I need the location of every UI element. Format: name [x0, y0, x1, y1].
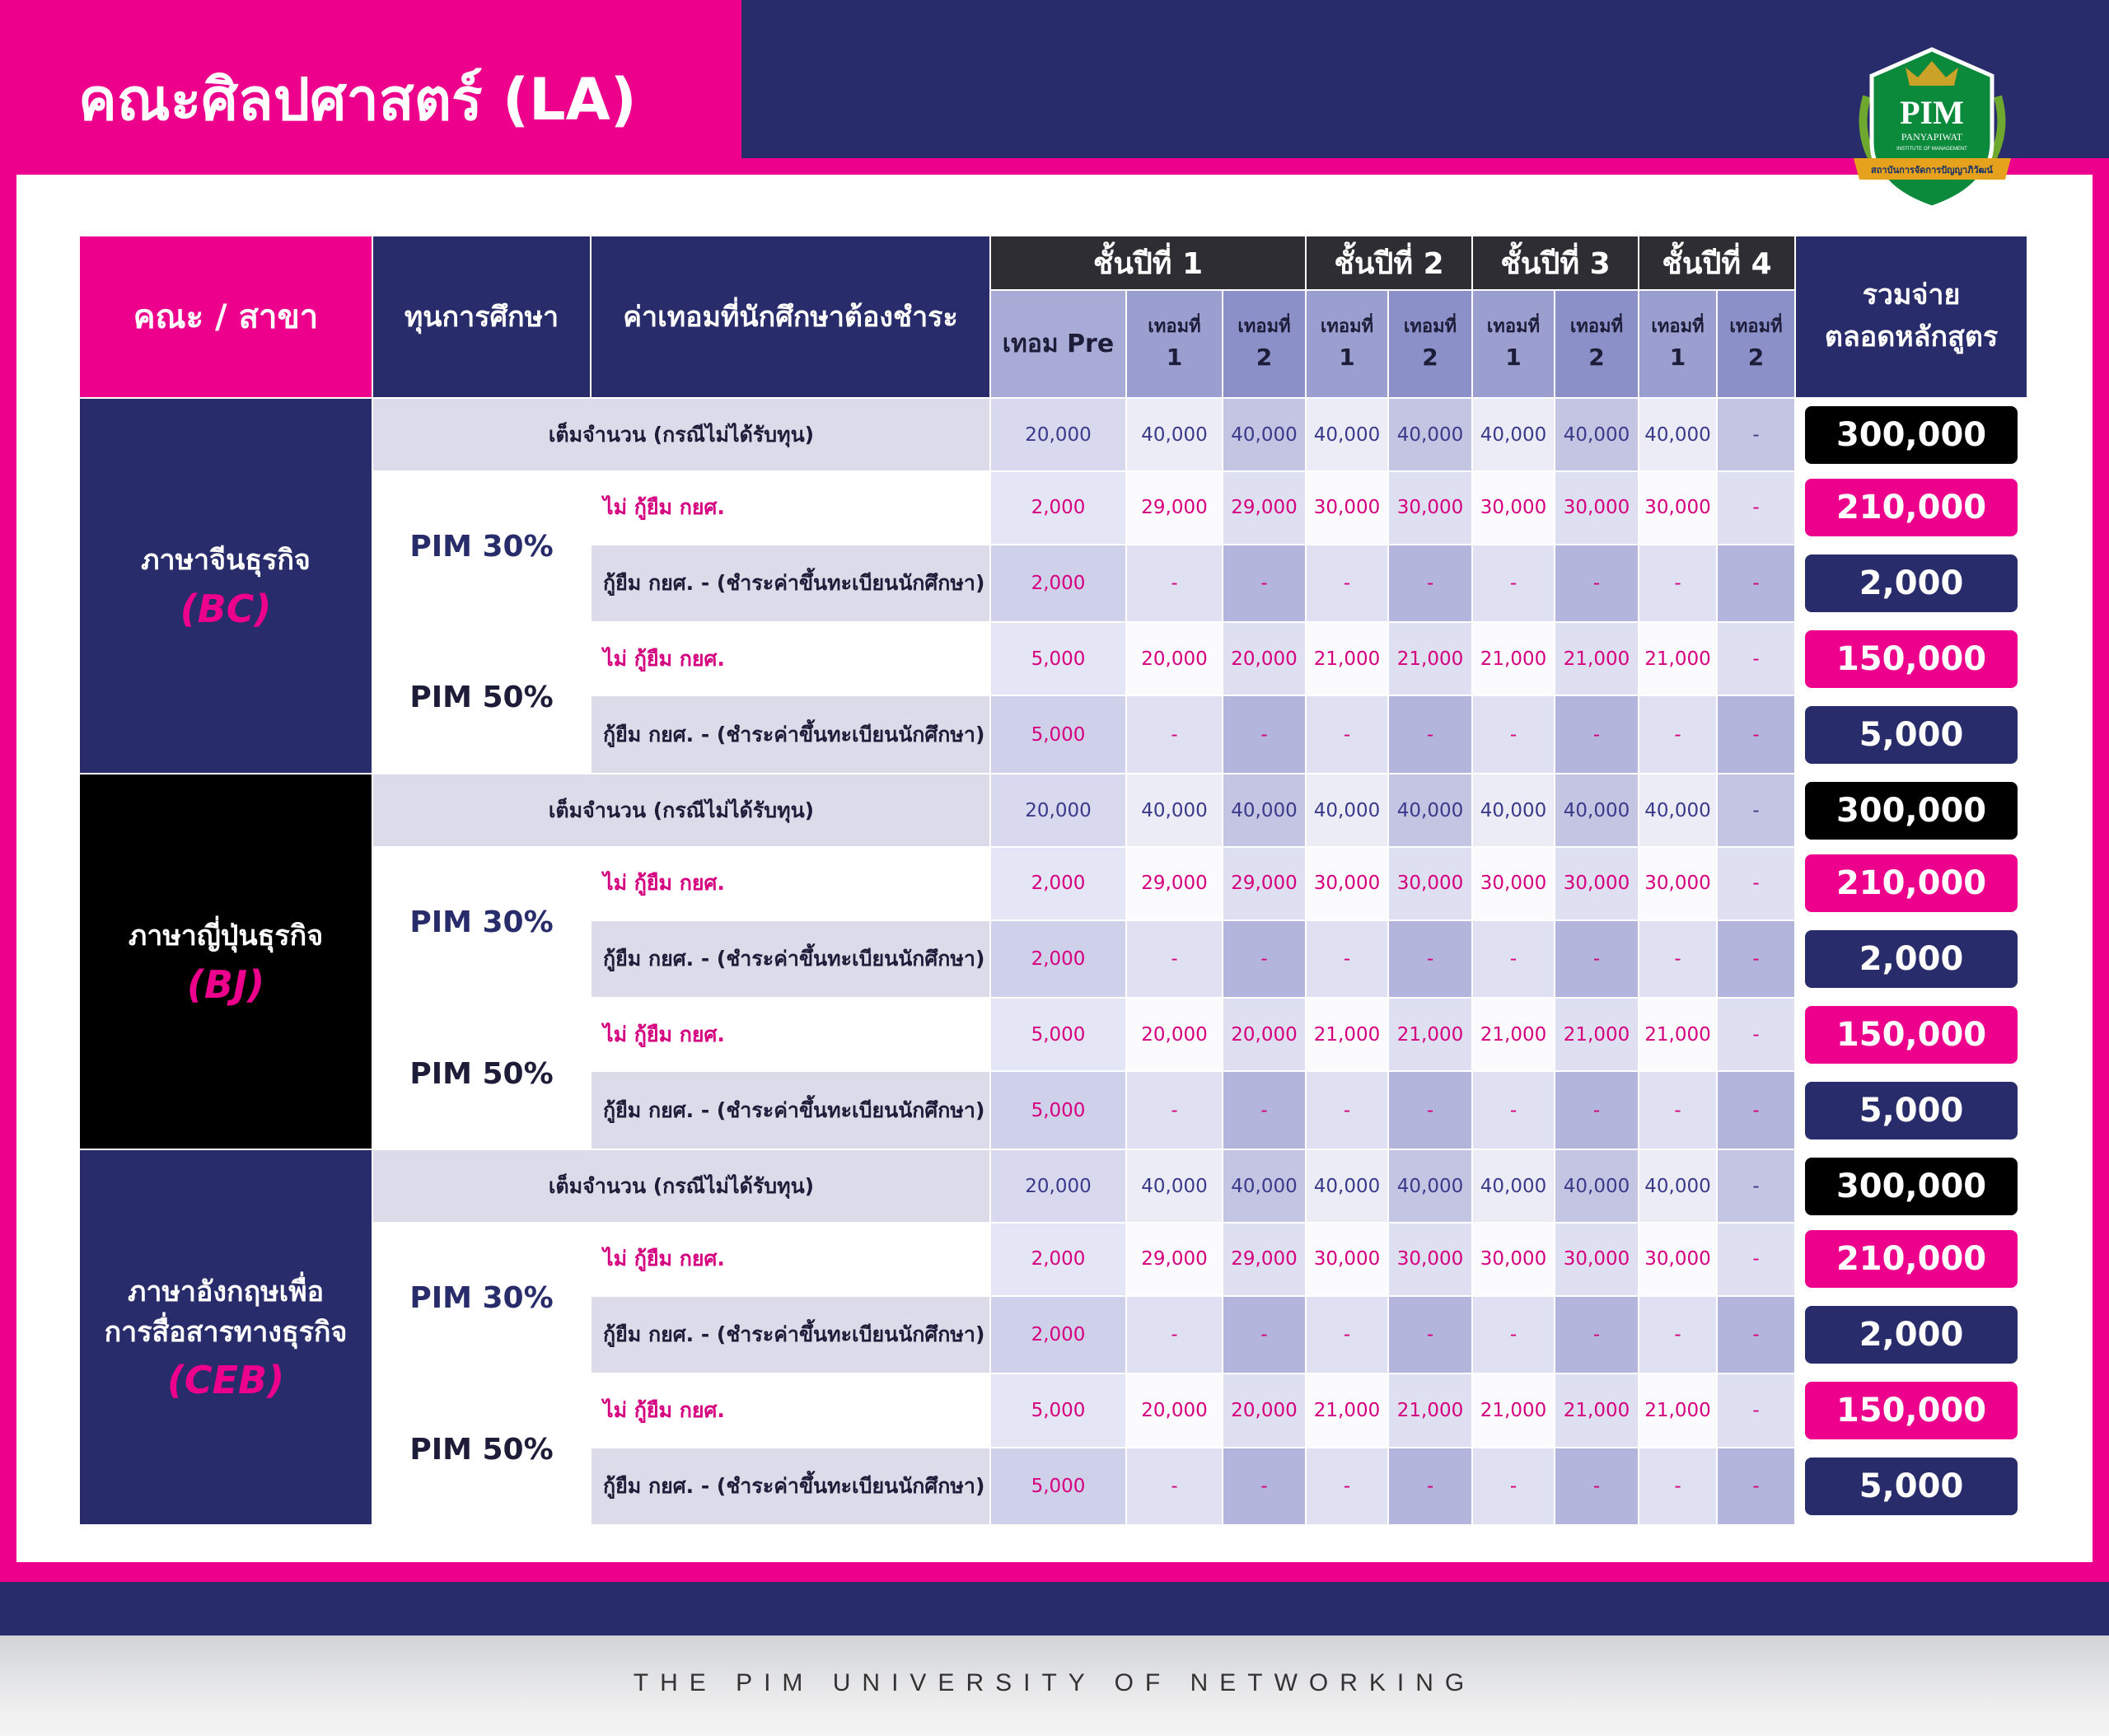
- header-total: [1795, 236, 2027, 398]
- header-sem: [1555, 290, 1639, 398]
- fee-value-cell: -: [1388, 1296, 1472, 1373]
- fee-value-cell: 2,000: [990, 471, 1126, 544]
- fee-value-cell: -: [1306, 695, 1388, 773]
- fee-value-cell: 30,000: [1472, 1223, 1555, 1295]
- fee-value-cell: 30,000: [1388, 847, 1472, 919]
- scholarship-pim50: PIM 50%: [372, 998, 591, 1149]
- fee-value-cell: 30,000: [1555, 847, 1639, 919]
- fee-value-cell: -: [1388, 1448, 1472, 1526]
- fee-value-cell: 30,000: [1639, 847, 1717, 919]
- header-year-1: ชั้นปีที่ 1: [990, 236, 1306, 290]
- total-cell: [1795, 920, 2027, 998]
- loan-label: กู้ยืม กยศ. - (ชำระค่าขึ้นทะเบียนนักศึกษา): [591, 545, 990, 622]
- fee-value-cell: 21,000: [1639, 622, 1717, 695]
- no-loan-label: ไม่ กู้ยืม กยศ.: [591, 1223, 990, 1295]
- fee-value-cell: -: [1223, 920, 1306, 998]
- header-sem-label: เทอมที่: [1320, 316, 1374, 338]
- fee-value-cell: -: [1388, 1071, 1472, 1149]
- fee-value-cell: -: [1555, 1296, 1639, 1373]
- fee-value-cell: 21,000: [1472, 622, 1555, 695]
- fee-value-cell: 40,000: [1306, 398, 1388, 471]
- faculty-name: ภาษาญี่ปุ่นธุรกิจ: [128, 919, 324, 953]
- fee-value-cell: 21,000: [1388, 998, 1472, 1071]
- header-sem-num: 1: [1339, 344, 1355, 372]
- no-loan-label: ไม่ กู้ยืม กยศ.: [591, 998, 990, 1071]
- fee-value-cell: 5,000: [990, 622, 1126, 695]
- fee-value-cell: 20,000: [1126, 998, 1223, 1071]
- fee-value-cell: -: [1717, 622, 1795, 695]
- fee-value-cell: -: [1472, 545, 1555, 622]
- header-sem-num: 1: [1669, 344, 1686, 372]
- header-sem: [1223, 290, 1306, 398]
- faculty-name: ภาษาอังกฤษเพื่อ: [127, 1275, 325, 1308]
- header-total-line2: ตลอดหลักสูตร: [1824, 321, 1999, 354]
- title-block: [0, 0, 741, 165]
- scholarship-pim50: PIM 50%: [372, 622, 591, 774]
- loan-label: กู้ยืม กยศ. - (ชำระค่าขึ้นทะเบียนนักศึกษา): [591, 920, 990, 998]
- fee-value-cell: 2,000: [990, 847, 1126, 919]
- fee-value-cell: -: [1223, 545, 1306, 622]
- fee-value-cell: 21,000: [1472, 998, 1555, 1071]
- loan-label: กู้ยืม กยศ. - (ชำระค่าขึ้นทะเบียนนักศึกษา): [591, 1296, 990, 1373]
- header-sem-num: 2: [1422, 344, 1438, 372]
- tuition-fee-table: [78, 235, 2028, 1526]
- fee-value-cell: -: [1126, 1071, 1223, 1149]
- fee-value-cell: 2,000: [990, 920, 1126, 998]
- fee-value-cell: 30,000: [1388, 471, 1472, 544]
- fee-value-cell: -: [1126, 920, 1223, 998]
- fee-value-cell: -: [1639, 1071, 1717, 1149]
- fee-value-cell: 30,000: [1472, 471, 1555, 544]
- fee-value-cell: 40,000: [1306, 774, 1388, 847]
- fee-value-cell: 5,000: [990, 998, 1126, 1071]
- fee-value-cell: -: [1388, 920, 1472, 998]
- fee-value-cell: 21,000: [1306, 998, 1388, 1071]
- header-sem-num: 2: [1588, 344, 1605, 372]
- fee-value-cell: -: [1223, 1071, 1306, 1149]
- fee-value-cell: -: [1639, 695, 1717, 773]
- faculty-cell: [79, 774, 372, 1149]
- scholarship-pim30: PIM 30%: [372, 471, 591, 622]
- fee-value-cell: -: [1126, 1448, 1223, 1526]
- full-fee-label: เต็มจำนวน (กรณีไม่ได้รับทุน): [372, 1149, 990, 1223]
- fee-value-cell: -: [1472, 1448, 1555, 1526]
- bottom-band: [0, 1582, 2109, 1635]
- fee-value-cell: -: [1717, 774, 1795, 847]
- header-fee: ค่าเทอมที่นักศึกษาต้องชำระ: [591, 236, 990, 398]
- total-cell: [1795, 1223, 2027, 1295]
- fee-value-cell: 30,000: [1306, 847, 1388, 919]
- fee-value-cell: 40,000: [1223, 398, 1306, 471]
- total-badge: 210,000: [1805, 479, 2018, 536]
- fee-value-cell: -: [1717, 920, 1795, 998]
- header-year-3: ชั้นปีที่ 3: [1472, 236, 1639, 290]
- fee-value-cell: 40,000: [1388, 774, 1472, 847]
- fee-value-cell: 5,000: [990, 1373, 1126, 1447]
- fee-value-cell: 21,000: [1306, 1373, 1388, 1447]
- fee-value-cell: -: [1639, 545, 1717, 622]
- total-cell: [1795, 1149, 2027, 1223]
- total-cell: [1795, 695, 2027, 773]
- fee-value-cell: 40,000: [1639, 774, 1717, 847]
- fee-value-cell: -: [1717, 998, 1795, 1071]
- no-loan-label: ไม่ กู้ยืม กยศ.: [591, 1373, 990, 1447]
- header-sem-num: 2: [1256, 344, 1273, 372]
- fee-value-cell: 21,000: [1555, 622, 1639, 695]
- footer-tagline: THE PIM UNIVERSITY OF NETWORKING: [633, 1669, 1476, 1696]
- fee-value-cell: 29,000: [1126, 471, 1223, 544]
- fee-value-cell: 21,000: [1639, 998, 1717, 1071]
- fee-value-cell: 30,000: [1555, 471, 1639, 544]
- fee-value-cell: 21,000: [1555, 998, 1639, 1071]
- total-badge: 2,000: [1805, 930, 2018, 988]
- table-row: [79, 774, 2027, 847]
- header-sem-num: 1: [1166, 344, 1183, 372]
- header-sem-num: 2: [1747, 344, 1765, 372]
- fee-value-cell: 21,000: [1639, 1373, 1717, 1447]
- fee-value-cell: 40,000: [1223, 1149, 1306, 1223]
- fee-value-cell: -: [1555, 545, 1639, 622]
- total-badge: 210,000: [1805, 1230, 2018, 1288]
- fee-value-cell: -: [1639, 1296, 1717, 1373]
- fee-value-cell: 40,000: [1555, 774, 1639, 847]
- fee-value-cell: -: [1555, 920, 1639, 998]
- total-cell: [1795, 1296, 2027, 1373]
- scholarship-pim30: PIM 30%: [372, 1223, 591, 1373]
- header-sem: [1639, 290, 1717, 398]
- table-row: [79, 398, 2027, 471]
- logo-sub: PANYAPIWAT: [1901, 131, 1963, 143]
- fee-value-cell: 40,000: [1126, 398, 1223, 471]
- fee-value-cell: -: [1639, 920, 1717, 998]
- total-cell: [1795, 847, 2027, 919]
- header-year-4: ชั้นปีที่ 4: [1639, 236, 1795, 290]
- fee-value-cell: 29,000: [1223, 1223, 1306, 1295]
- fee-value-cell: -: [1555, 1071, 1639, 1149]
- total-badge: 300,000: [1805, 782, 2018, 840]
- fee-value-cell: 29,000: [1126, 1223, 1223, 1295]
- header-sem-label: เทอมที่: [1651, 316, 1705, 338]
- total-badge: 300,000: [1805, 1158, 2018, 1215]
- loan-label: กู้ยืม กยศ. - (ชำระค่าขึ้นทะเบียนนักศึกษา): [591, 695, 990, 773]
- total-cell: [1795, 1071, 2027, 1149]
- fee-value-cell: 20,000: [1126, 622, 1223, 695]
- fee-value-cell: 21,000: [1555, 1373, 1639, 1447]
- fee-value-cell: 40,000: [1639, 1149, 1717, 1223]
- loan-label: กู้ยืม กยศ. - (ชำระค่าขึ้นทะเบียนนักศึกษา): [591, 1448, 990, 1526]
- fee-value-cell: -: [1306, 545, 1388, 622]
- header-sem-label: เทอมที่: [1237, 316, 1291, 338]
- fee-value-cell: 20,000: [990, 1149, 1126, 1223]
- header-sem-label: เทอมที่: [1403, 316, 1457, 338]
- fee-value-cell: 20,000: [1223, 1373, 1306, 1447]
- pim-logo: [1844, 43, 2021, 212]
- fee-value-cell: -: [1223, 695, 1306, 773]
- fee-value-cell: 30,000: [1639, 471, 1717, 544]
- fee-value-cell: 20,000: [1223, 622, 1306, 695]
- fee-value-cell: -: [1717, 1373, 1795, 1447]
- no-loan-label: ไม่ กู้ยืม กยศ.: [591, 471, 990, 544]
- fee-value-cell: -: [1472, 920, 1555, 998]
- fee-value-cell: 21,000: [1306, 622, 1388, 695]
- header-faculty: คณะ / สาขา: [79, 236, 372, 398]
- fee-value-cell: 40,000: [1555, 1149, 1639, 1223]
- fee-value-cell: -: [1555, 1448, 1639, 1526]
- full-fee-label: เต็มจำนวน (กรณีไม่ได้รับทุน): [372, 774, 990, 847]
- header-sem-label: เทอมที่: [1148, 316, 1201, 338]
- fee-value-cell: -: [1639, 1448, 1717, 1526]
- faculty-code: (BJ): [186, 962, 265, 1007]
- header-sem: [1472, 290, 1555, 398]
- header-scholarship: ทุนการศึกษา: [372, 236, 591, 398]
- fee-value-cell: 40,000: [1388, 1149, 1472, 1223]
- table-row: [79, 1149, 2027, 1223]
- fee-value-cell: -: [1306, 1071, 1388, 1149]
- total-cell: [1795, 1448, 2027, 1526]
- fee-value-cell: -: [1223, 1296, 1306, 1373]
- fee-value-cell: -: [1223, 1448, 1306, 1526]
- fee-value-cell: 40,000: [1126, 1149, 1223, 1223]
- logo-tag: INSTITUTE OF MANAGEMENT: [1896, 147, 1967, 152]
- fee-value-cell: 40,000: [1472, 774, 1555, 847]
- fee-value-cell: 20,000: [990, 774, 1126, 847]
- total-badge: 300,000: [1805, 406, 2018, 464]
- total-cell: [1795, 622, 2027, 695]
- fee-value-cell: -: [1472, 695, 1555, 773]
- loan-label: กู้ยืม กยศ. - (ชำระค่าขึ้นทะเบียนนักศึกษา): [591, 1071, 990, 1149]
- fee-value-cell: -: [1717, 471, 1795, 544]
- fee-value-cell: 30,000: [1555, 1223, 1639, 1295]
- fee-value-cell: -: [1717, 1448, 1795, 1526]
- total-cell: [1795, 545, 2027, 622]
- faculty-cell: [79, 398, 372, 774]
- fee-value-cell: -: [1306, 920, 1388, 998]
- fee-value-cell: 21,000: [1472, 1373, 1555, 1447]
- header-sem: [1717, 290, 1795, 398]
- total-badge: 150,000: [1805, 630, 2018, 688]
- logo-ribbon: สถาบันการจัดการปัญญาภิวัฒน์: [1871, 165, 1993, 175]
- fee-value-cell: -: [1717, 1223, 1795, 1295]
- fee-value-cell: -: [1717, 1071, 1795, 1149]
- logo-name: PIM: [1900, 94, 1964, 131]
- faculty-cell: [79, 1149, 372, 1525]
- fee-value-cell: 20,000: [1223, 998, 1306, 1071]
- fee-value-cell: 5,000: [990, 1071, 1126, 1149]
- fee-value-cell: -: [1717, 1296, 1795, 1373]
- total-cell: [1795, 998, 2027, 1071]
- fee-value-cell: -: [1126, 1296, 1223, 1373]
- fee-value-cell: 5,000: [990, 1448, 1126, 1526]
- fee-value-cell: -: [1126, 545, 1223, 622]
- fee-value-cell: -: [1717, 847, 1795, 919]
- fee-value-cell: 20,000: [990, 398, 1126, 471]
- header-sem-num: 1: [1505, 344, 1522, 372]
- faculty-name-line2: การสื่อสารทางธุรกิจ: [104, 1315, 348, 1349]
- fee-value-cell: 21,000: [1388, 1373, 1472, 1447]
- header-sem: [1388, 290, 1472, 398]
- fee-value-cell: 5,000: [990, 695, 1126, 773]
- fee-value-cell: -: [1306, 1296, 1388, 1373]
- fee-value-cell: 29,000: [1223, 471, 1306, 544]
- header-sem-label: เทอมที่: [1729, 316, 1783, 338]
- fee-value-cell: -: [1472, 1296, 1555, 1373]
- no-loan-label: ไม่ กู้ยืม กยศ.: [591, 847, 990, 919]
- fee-value-cell: 40,000: [1388, 398, 1472, 471]
- fee-value-cell: 40,000: [1639, 398, 1717, 471]
- fee-value-cell: 30,000: [1472, 847, 1555, 919]
- fee-value-cell: 30,000: [1306, 471, 1388, 544]
- total-cell: [1795, 398, 2027, 471]
- total-badge: 150,000: [1805, 1006, 2018, 1064]
- header-sem: [1306, 290, 1388, 398]
- fee-value-cell: 2,000: [990, 545, 1126, 622]
- total-badge: 5,000: [1805, 706, 2018, 764]
- full-fee-label: เต็มจำนวน (กรณีไม่ได้รับทุน): [372, 398, 990, 471]
- fee-value-cell: -: [1388, 545, 1472, 622]
- total-badge: 2,000: [1805, 554, 2018, 612]
- fee-value-cell: -: [1717, 398, 1795, 471]
- fee-value-cell: 40,000: [1126, 774, 1223, 847]
- fee-value-cell: 2,000: [990, 1296, 1126, 1373]
- fee-value-cell: 21,000: [1388, 622, 1472, 695]
- header-sem: [1126, 290, 1223, 398]
- page-title: คณะศิลปศาสตร์ (LA): [78, 66, 637, 133]
- fee-value-cell: -: [1717, 545, 1795, 622]
- fee-value-cell: 29,000: [1126, 847, 1223, 919]
- fee-value-cell: 2,000: [990, 1223, 1126, 1295]
- fee-value-cell: 40,000: [1472, 1149, 1555, 1223]
- no-loan-label: ไม่ กู้ยืม กยศ.: [591, 622, 990, 695]
- fee-value-cell: -: [1555, 695, 1639, 773]
- total-badge: 150,000: [1805, 1382, 2018, 1439]
- total-badge: 2,000: [1805, 1306, 2018, 1364]
- fee-value-cell: 29,000: [1223, 847, 1306, 919]
- total-cell: [1795, 774, 2027, 847]
- faculty-name: ภาษาจีนธุรกิจ: [141, 544, 311, 578]
- header-year-2: ชั้นปีที่ 2: [1306, 236, 1472, 290]
- header-sem-label: เทอมที่: [1569, 316, 1624, 338]
- fee-value-cell: 30,000: [1639, 1223, 1717, 1295]
- total-cell: [1795, 1373, 2027, 1447]
- total-badge: 5,000: [1805, 1458, 2018, 1515]
- header-sem-label: เทอมที่: [1486, 316, 1541, 338]
- total-badge: 5,000: [1805, 1082, 2018, 1139]
- scholarship-pim30: PIM 30%: [372, 847, 591, 998]
- fee-value-cell: 30,000: [1388, 1223, 1472, 1295]
- fee-value-cell: -: [1472, 1071, 1555, 1149]
- fee-value-cell: -: [1126, 695, 1223, 773]
- header-sem-pre: เทอม Pre: [990, 290, 1126, 398]
- fee-value-cell: 40,000: [1472, 398, 1555, 471]
- total-badge: 210,000: [1805, 854, 2018, 912]
- fee-value-cell: 40,000: [1306, 1149, 1388, 1223]
- fee-value-cell: 20,000: [1126, 1373, 1223, 1447]
- fee-value-cell: -: [1717, 695, 1795, 773]
- header-total-line1: รวมจ่าย: [1862, 278, 1961, 312]
- fee-value-cell: -: [1717, 1149, 1795, 1223]
- fee-value-cell: -: [1306, 1448, 1388, 1526]
- faculty-code: (BC): [180, 586, 272, 631]
- faculty-code: (CEB): [166, 1358, 285, 1403]
- fee-value-cell: 40,000: [1223, 774, 1306, 847]
- scholarship-pim50: PIM 50%: [372, 1373, 591, 1525]
- fee-value-cell: 40,000: [1555, 398, 1639, 471]
- fee-value-cell: -: [1388, 695, 1472, 773]
- total-cell: [1795, 471, 2027, 544]
- fee-value-cell: 30,000: [1306, 1223, 1388, 1295]
